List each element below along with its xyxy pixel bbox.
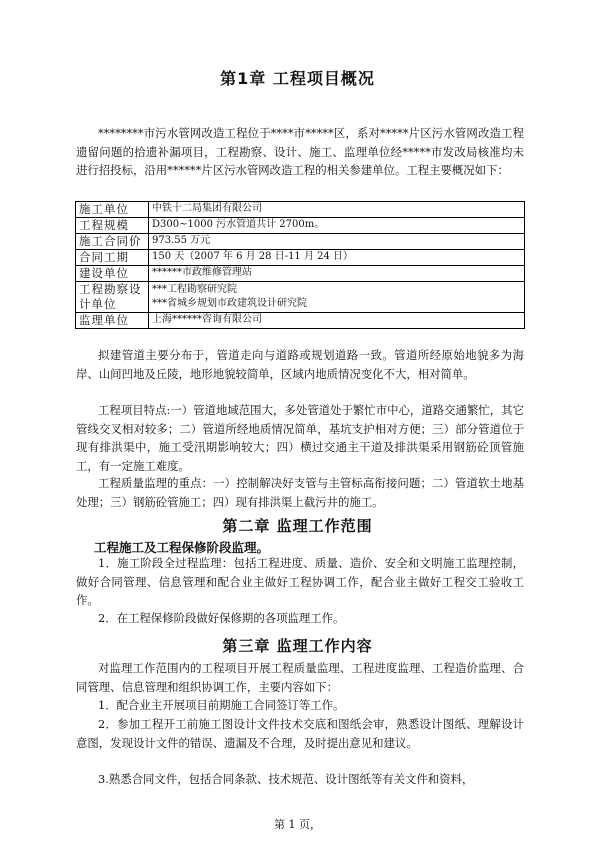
table-row: [76, 313, 525, 329]
table-key: 建设单位: [76, 266, 149, 282]
table-row: [76, 282, 525, 313]
table-value: 上海******咨询有限公司: [149, 313, 525, 329]
chapter1-para3: 工程质量监理的重点：一）控制解决好支管与主管标高衔接问题；二）管道软土地基处理；三）钢筋砼管施工；四）现有排洪渠上截污井的施工。: [76, 476, 524, 509]
table-key: 监理单位: [76, 313, 149, 329]
table-key: 合同工期: [76, 250, 149, 266]
table-key: 工程勘察设计单位: [76, 282, 149, 313]
table-value-line: ***省城乡规划市政建筑设计研究院: [152, 298, 307, 309]
chapter3-item3: 3.熟悉合同文件，包括合同条款、技术规范、设计图纸等有关文件和资料，: [98, 772, 474, 786]
chapter1-para2: 工程项目特点:一）管道地域范围大，多处管道处于繁忙市中心，道路交通繁忙，其它管线交叉相对较多；二）管道所经地质情况简单，基坑支护相对方便；三）部分管道位于现有排洪渠中，施工受汛期影响较大；四）横过交通主干道及排洪渠采用钢筋砼顶管施工，有一定施工难度。: [76, 403, 524, 473]
table-value: 150 天（2007 年 6 月 28 日-11 月 24 日）: [149, 250, 525, 266]
chapter2-item2: 2．在工程保修阶段做好保修期的各项监理工作。: [98, 611, 345, 625]
chapter2-item1: 1．施工阶段全过程监理：包括工程进度、质量、造价、安全和文明施工监理控制，做好合同管理、信息管理和配合业主做好工程协调工作，配合业主做好工程交工验收工作。: [76, 556, 524, 607]
chapter1-para1: 拟建管道主要分布于，管道走向与道路或规划道路一致。管道所经原始地貌多为海岸、山间凹地及丘陵，地形地貌较简单，区域内地质情况变化不大，相对简单。: [76, 348, 524, 381]
table-value: D300~1000 污水管道共计 2700m。: [149, 218, 525, 234]
project-info-table: [75, 201, 525, 329]
table-key: 施工合同价: [76, 234, 149, 250]
table-row: [76, 266, 525, 282]
chapter3-item1: 1．配合业主开展项目前期施工合同签订等工作。: [98, 698, 345, 712]
table-value: [149, 282, 525, 313]
table-value: 973.55 万元: [149, 234, 525, 250]
table-row: [76, 234, 525, 250]
table-row: [76, 250, 525, 266]
chapter3-title: 第三章 监理工作内容: [222, 637, 373, 655]
chapter3-item2: 2．参加工程开工前施工图设计文件技术交底和图纸会审，熟悉设计图纸、理解设计意图，发现设计文件的错误、遗漏及不合理，及时提出意见和建议。: [76, 717, 524, 750]
table-key: 工程规模: [76, 218, 149, 234]
chapter2-title: 第二章 监理工作范围: [222, 517, 373, 535]
chapter2-subtitle: 工程施工及工程保修阶段监理。: [94, 540, 270, 555]
table-row: [76, 202, 525, 218]
table-key: 施工单位: [76, 202, 149, 218]
table-value-line: ***工程勘察研究院: [152, 283, 237, 295]
chapter3-intro: 对监理工作范围内的工程项目开展工程质量监理、工程进度监理、工程造价监理、合同管理、信息管理和组织协调工作，主要内容如下：: [76, 661, 524, 694]
chapter1-intro: ********市污水管网改造工程位于****市*****区，系对*****片区污水管网改造工程遗留问题的拾遗补漏项目，工程勘察、设计、施工、监理单位经*****市发改局核准均未进行招投标，沿用******片区污水管网改造工程的相关参建单位。工程主要概况如下：: [76, 126, 524, 177]
page-footer: 第 1 页，: [274, 818, 321, 831]
chapter1-title: 第1章 工程项目概况: [220, 69, 375, 88]
table-row: [76, 218, 525, 234]
table-value: ******市政维修管理站: [149, 266, 525, 282]
table-value: 中铁十二局集团有限公司: [149, 202, 525, 218]
